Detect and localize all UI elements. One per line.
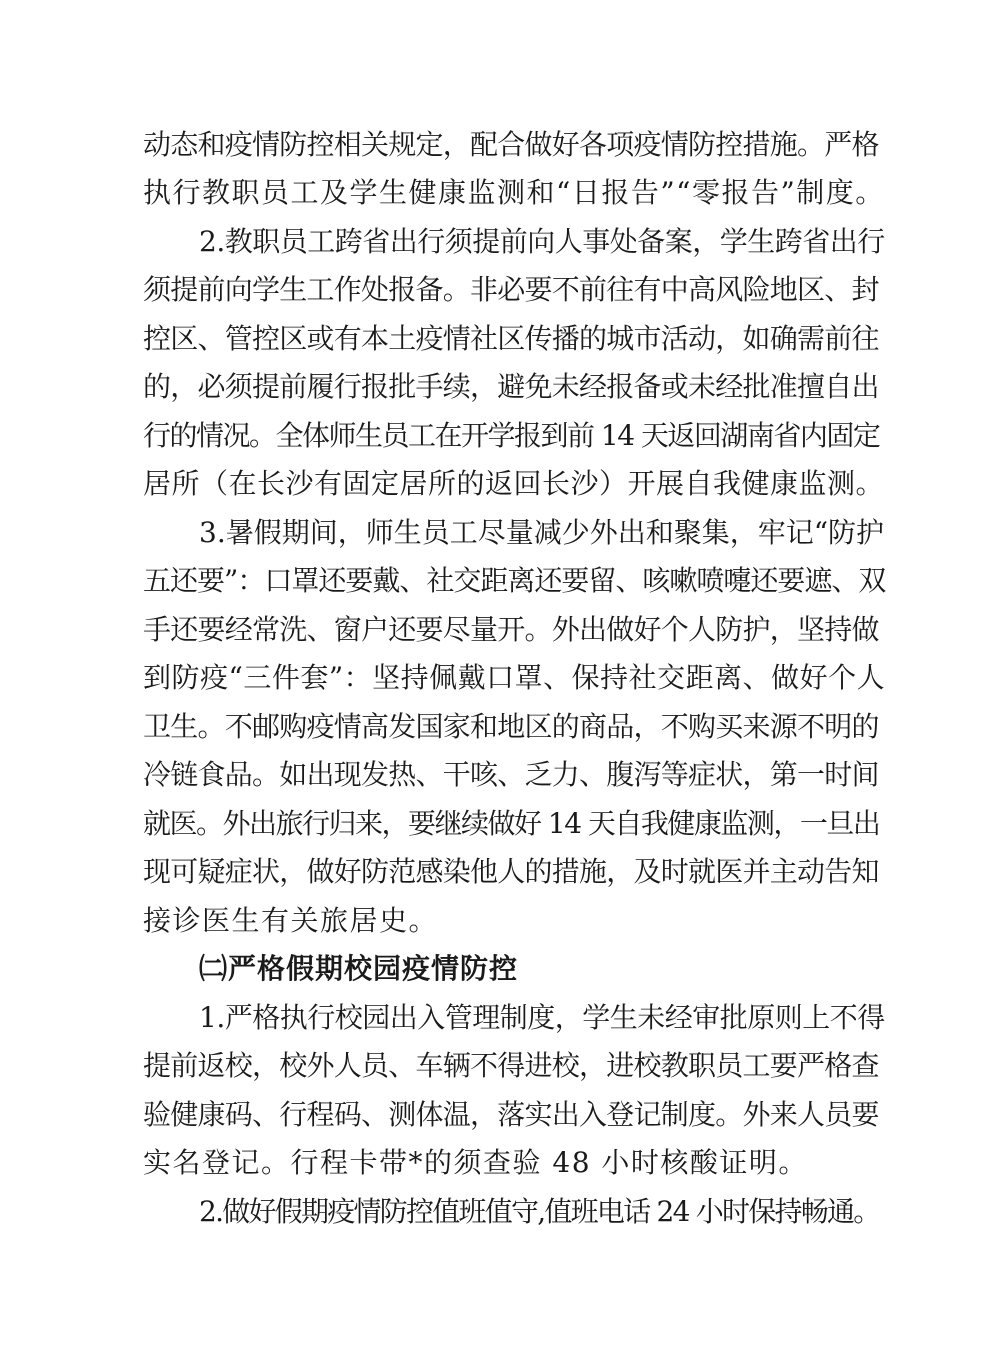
body-text-line: 须提前向学生工作处报备。非必要不前往有中高风险地区、封: [143, 273, 879, 306]
body-text-line: 提前返校，校外人员、车辆不得进校，进校教职员工要严格查: [143, 1049, 879, 1082]
body-text-line: 控区、管控区或有本土疫情社区传播的城市活动，如确需前往: [143, 322, 879, 355]
body-text-line: 动态和疫情防控相关规定，配合做好各项疫情防控措施。严格: [143, 128, 879, 161]
body-text-line: 接诊医生有关旅居史。: [143, 904, 439, 937]
body-text-line: 五还要”：口罩还要戴、社交距离还要留、咳嗽喷嚏还要遮、双: [143, 564, 886, 597]
body-text-line: 卫生。不邮购疫情高发国家和地区的商品，不购买来源不明的: [143, 710, 879, 743]
body-text-line: 执行教职员工及学生健康监测和“日报告”“零报告”制度。: [143, 176, 885, 209]
body-text-line: 1.严格执行校园出入管理制度，学生未经审批原则上不得: [199, 1001, 885, 1034]
body-text-line: 2.教职员工跨省出行须提前向人事处备案，学生跨省出行: [199, 225, 885, 258]
body-text-line: 到防疫“三件套”：坚持佩戴口罩、保持社交距离、做好个人: [143, 661, 886, 694]
section-heading: ㈡严格假期校园疫情防控: [199, 952, 519, 985]
body-text-line: 2.做好假期疫情防控值班值守,值班电话 24 小时保持畅通。: [199, 1195, 880, 1228]
body-text-line: 实名登记。行程卡带*的须查验 48 小时核酸证明。: [143, 1146, 808, 1179]
body-text-line: 就医。外出旅行归来，要继续做好 14 天自我健康监测，一旦出: [143, 807, 880, 840]
body-text-line: 行的情况。全体师生员工在开学报到前 14 天返回湖南省内固定: [143, 419, 880, 452]
body-text-line: 居所（在长沙有固定居所的返回长沙）开展自我健康监测。: [143, 467, 885, 500]
body-text-line: 现可疑症状，做好防范感染他人的措施，及时就医并主动告知: [143, 855, 879, 888]
body-text-line: 3.暑假期间，师生员工尽量减少外出和聚集，牢记“防护: [199, 516, 885, 549]
body-text-line: 的，必须提前履行报批手续，避免未经报备或未经批准擅自出: [143, 370, 879, 403]
body-text-line: 冷链食品。如出现发热、干咳、乏力、腹泻等症状，第一时间: [143, 758, 879, 791]
body-text-line: 手还要经常洗、窗户还要尽量开。外出做好个人防护，坚持做: [143, 613, 879, 646]
body-text-line: 验健康码、行程码、测体温，落实出入登记制度。外来人员要: [143, 1098, 879, 1131]
